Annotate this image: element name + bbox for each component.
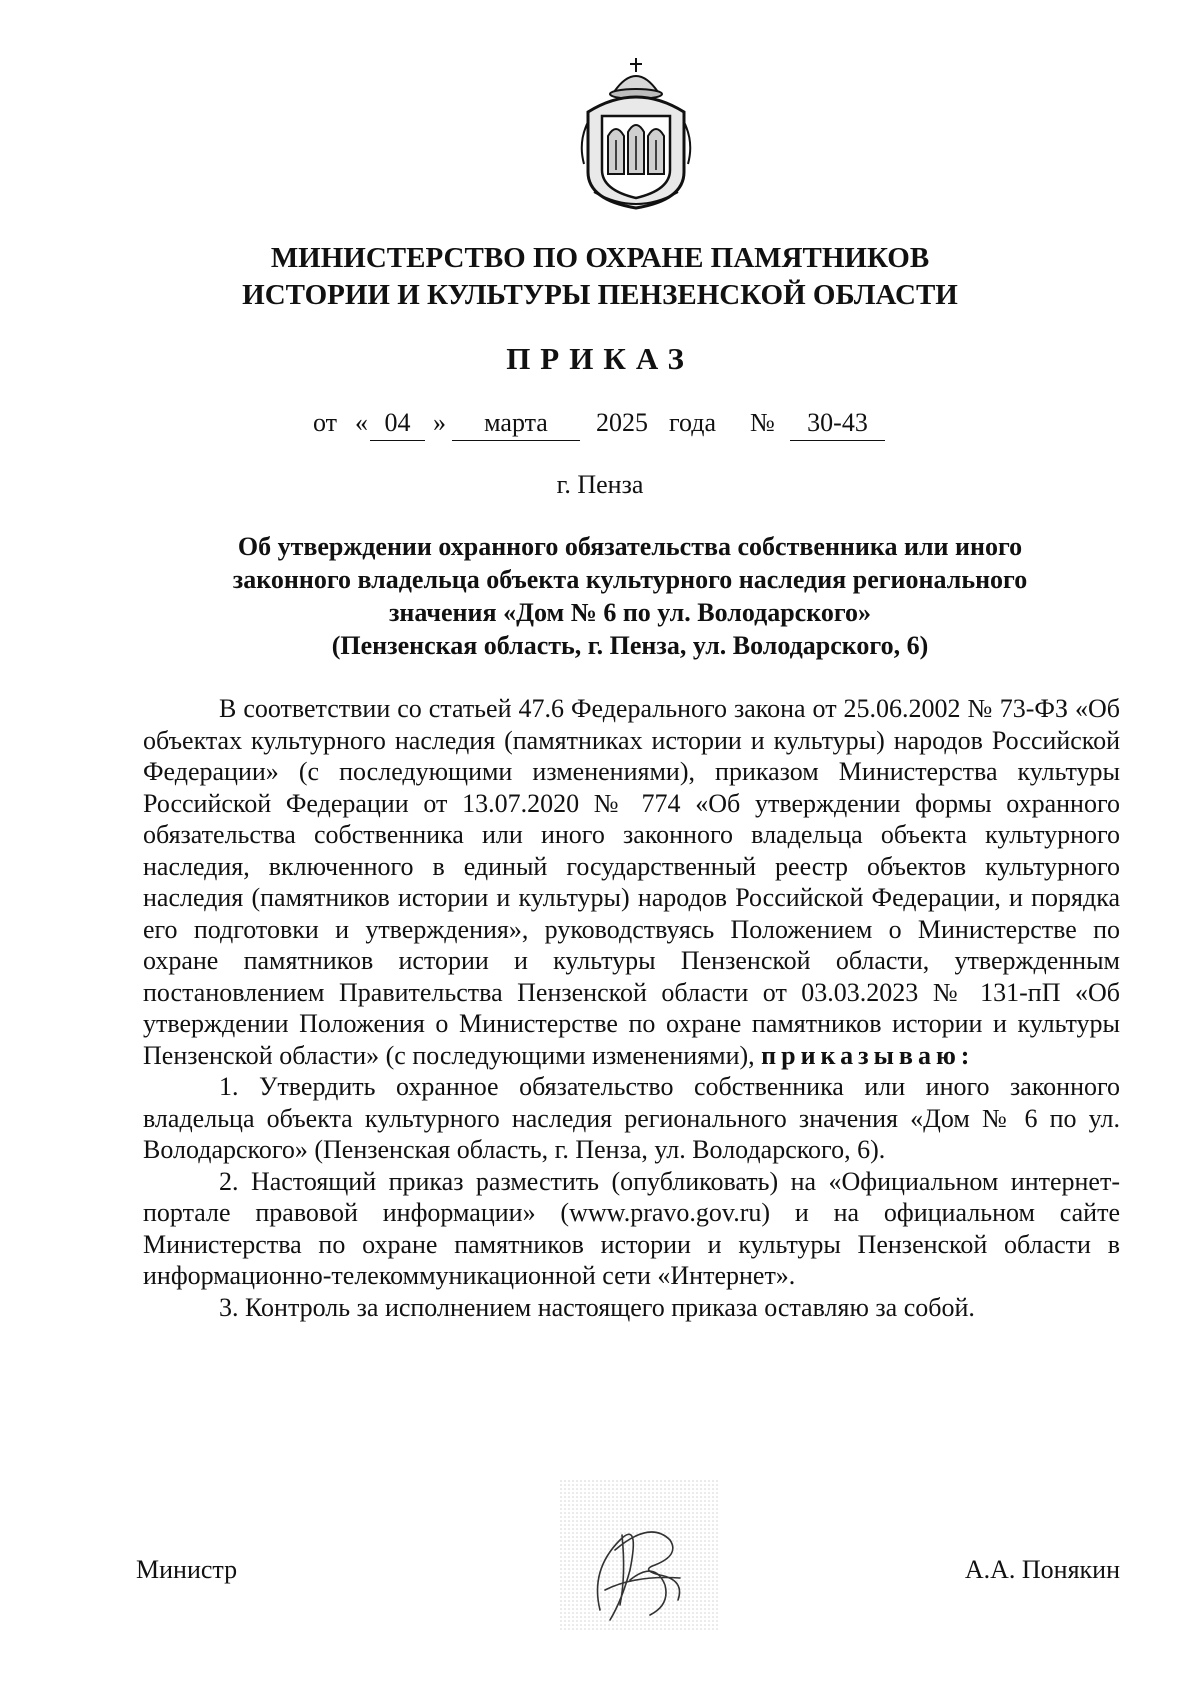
- signer-name: А.А. Понякин: [964, 1555, 1120, 1584]
- coat-of-arms-icon: [574, 52, 698, 212]
- date-year: 2025: [596, 408, 648, 437]
- signer-position: Министр: [136, 1555, 238, 1584]
- ministry-name: [0, 240, 1200, 314]
- date-month: марта: [452, 406, 580, 441]
- order-subject: [140, 530, 1120, 662]
- city: г. Пенза: [556, 470, 644, 499]
- date-quote-open: «: [355, 408, 368, 437]
- order-body: [143, 693, 1120, 1323]
- subject-line-2: законного владельца объекта культурного наследия регионального: [232, 565, 1028, 594]
- date-day: 04: [370, 406, 425, 441]
- subject-line-3: значения «Дом № 6 по ул. Володарского»: [388, 598, 872, 627]
- subject-line-4: (Пензенская область, г. Пенза, ул. Володарского, 6): [331, 631, 929, 660]
- date-number-line: [0, 406, 1200, 446]
- preamble-paragraph: [143, 693, 1120, 1071]
- orders-word: приказываю:: [761, 1040, 975, 1070]
- ministry-name-line-1: МИНИСТЕРСТВО ПО ОХРАНЕ ПАМЯТНИКОВ: [270, 242, 930, 274]
- order-item-3: 3. Контроль за исполнением настоящего приказа оставляю за собой.: [219, 1292, 975, 1322]
- date-from-label: от: [313, 408, 338, 437]
- document-number: 30-43: [790, 406, 885, 441]
- subject-line-1: Об утверждении охранного обязательства собственника или иного: [237, 532, 1023, 561]
- order-item-2: 2. Настоящий приказ разместить (опубликовать) на «Официальном интернет-портале правовой информации» (www.pravo.gov.ru) и на официальном сайте Министерства по охране памятников истории и культуры Пензенской области в информационно-телекоммуникационной сети «Интернет».: [143, 1166, 1120, 1290]
- preamble-text: В соответствии со статьей 47.6 Федерального закона от 25.06.2002 № 73-ФЗ «Об объектах культурного наследия (памятниках истории и культуры) народов Российской Федерации» (с последующими изменениями), приказом Министерства культуры Российской Федерации от 13.07.2020 № 774 «Об утверждении формы охранного обязательства собственника или иного законного владельца объекта культурного наследия, включенного в единый государственный реестр объектов культурного наследия (памятников истории и культуры) народов Российской Федерации, и порядка его подготовки и утверждения», руководствуясь Положением о Министерстве по охране памятников истории и культуры Пензенской области, утвержденным постановлением Правительства Пензенской области от 03.03.2023 № 131-пП «Об утверждении Положения о Министерстве по охране памятников истории и культуры Пензенской области» (с последующими изменениями),: [143, 694, 1120, 1070]
- ministry-name-line-2: ИСТОРИИ И КУЛЬТУРЫ ПЕНЗЕНСКОЙ ОБЛАСТИ: [242, 279, 958, 311]
- document-type-title: ПРИКАЗ: [506, 341, 694, 376]
- date-year-word: года: [669, 408, 717, 437]
- date-quote-close: »: [433, 408, 446, 437]
- number-sign: №: [750, 408, 775, 437]
- signature-block: [0, 1555, 1200, 1595]
- order-item-1: 1. Утвердить охранное обязательство собственника или иного законного владельца объекта культурного наследия регионального значения «Дом № 6 по ул. Володарского» (Пензенская область, г. Пенза, ул. Володарского, 6).: [143, 1072, 1120, 1164]
